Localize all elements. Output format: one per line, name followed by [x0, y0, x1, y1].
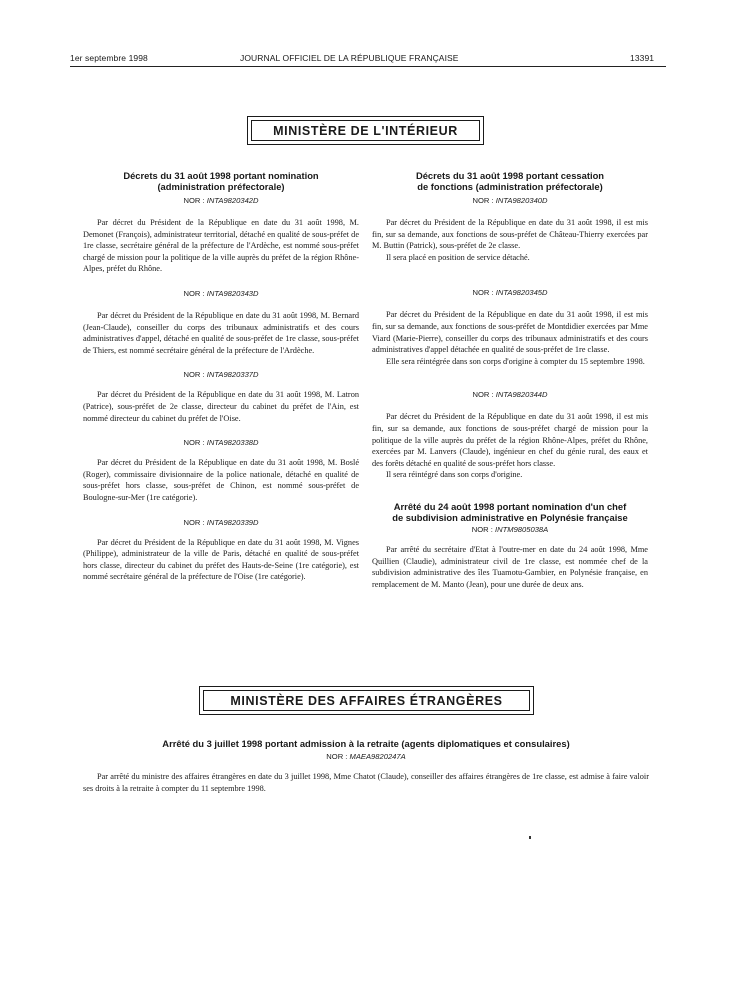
- nor-code: INTM9805038A: [495, 524, 549, 534]
- decree-text: Par décret du Président de la République en date du 31 août 1998, il est mis fin, sur sa demande, aux fonctions de sous-préfet de Montdidier exercées par Mme Viard (Marie-Pierre), conseiller du corps des tribunaux administratifs et des cours administratives d'appel détachée en qualité de sous-préfet de 1re classe.: [372, 310, 648, 355]
- left-section-title-1: Décrets du 31 août 1998 portant nomination: [123, 170, 319, 181]
- arrete-text: Par arrêté du secrétaire d'Etat à l'outre-mer en date du 24 août 1998, Mme Quillien (Claudie), administrateur civil de 1re classe, est nommée chef de la subdivision administrative des îles Tuamotu-Gambier, en Polynésie française, en remplacement de M. Manto (Jean), pour une durée de deux ans.: [372, 544, 648, 589]
- arrete-title-1: Arrêté du 24 août 1998 portant nomination d'un chef: [393, 500, 627, 512]
- foreign-arrete-text: Par arrêté du ministre des affaires étrangères en date du 3 juillet 1998, Mme Chatot (Claude), conseiller des affaires étrangères de 1re classe, est admise à faire valoir ses droits à la retraite à compter du 11 septembre 1998.: [83, 772, 649, 793]
- nor-line: [372, 288, 648, 298]
- nor-line: [83, 370, 359, 380]
- right-column: [372, 170, 648, 590]
- decree-note: Il sera réintégré dans son corps d'origine.: [386, 470, 523, 480]
- nor-code: INTA9820340D: [495, 196, 548, 205]
- nor-code: INTA9820343D: [206, 288, 259, 298]
- nor-label: NOR :: [183, 370, 205, 380]
- arrete-title-2: de subdivision administrative en Polynésie française: [392, 511, 628, 523]
- decree-text: Par décret du Président de la République en date du 31 août 1998, il est mis fin, sur sa demande, aux fonctions de sous-préfet chargé de mission pour la politique de la ville auprès du préfet de la région Rhône-Alpes, préfet du Rhône, exercées par M. Lanvers (Claude), ingénieur en chef du génie rural, des eaux et des forêts détaché en qualité de sous-préfet hors classe.: [372, 412, 648, 468]
- decree-text: Par décret du Président de la République en date du 31 août 1998, M. Boslé (Roger), commissaire divisionnaire de la police nationale, détaché en qualité de sous-préfet hors classe, sous-préfet de Chinon, est nommé sous-préfet de Boulogne-sur-Mer (1re catégorie).: [83, 458, 359, 502]
- nor-code: INTA9820344D: [495, 390, 548, 400]
- decree-note: Il sera placé en position de service détaché.: [386, 252, 530, 262]
- right-section-title-1: Décrets du 31 août 1998 portant cessation: [415, 170, 605, 181]
- nor-line: [83, 752, 649, 762]
- left-section-title-2: (administration préfectorale): [157, 181, 285, 192]
- right-section-title-2: de fonctions (administration préfectorale): [417, 181, 603, 192]
- decree-text: Par décret du Président de la République en date du 31 août 1998, M. Vignes (Philippe), administrateur de la ville de Paris, détaché en qualité de sous-préfet hors classe, directeur du cabinet du préfet des Hauts-de-Seine (1re catégorie), est nommé secrétaire général de la préfecture de l'Oise (1re catégorie).: [83, 537, 359, 582]
- nor-line: [372, 390, 648, 400]
- header-rule: [70, 66, 666, 67]
- foreign-arrete-title: Arrêté du 3 juillet 1998 portant admission à la retraite (agents diplomatiques et consulaires): [162, 738, 570, 749]
- nor-line: [83, 289, 359, 299]
- nor-label: NOR :: [326, 752, 348, 761]
- decree-text: Par décret du Président de la République en date du 31 août 1998, il est mis fin, sur sa demande, aux fonctions de sous-préfet de Château-Thierry exercées par M. Buttin (Patrick), sous-préfet de 2e classe.: [372, 218, 648, 251]
- stray-mark: [529, 836, 531, 839]
- nor-line: [372, 525, 648, 535]
- nor-code: INTA9820339D: [206, 517, 259, 527]
- nor-label: NOR :: [183, 517, 205, 527]
- nor-label: NOR :: [183, 438, 205, 448]
- nor-code: INTA9820342D: [206, 196, 259, 205]
- foreign-section: [83, 738, 649, 794]
- nor-line: [372, 196, 648, 206]
- nor-code: INTA9820337D: [206, 370, 259, 380]
- nor-label: NOR :: [183, 196, 205, 205]
- decree-text: Par décret du Président de la République en date du 31 août 1998, M. Latron (Patrice), sous-préfet de 2e classe, directeur du cabinet du préfet de l'Ain, est nommé directeur du cabinet du préfet de l'Oise.: [83, 390, 359, 423]
- nor-label: NOR :: [471, 524, 493, 534]
- nor-line: [83, 518, 359, 528]
- nor-code: MAEA9820247A: [349, 752, 406, 761]
- ministry-foreign-box: [199, 686, 534, 715]
- header-date: 1er septembre 1998: [70, 53, 148, 63]
- decree-text: Par décret du Président de la République en date du 31 août 1998, M. Demonet (François), administrateur territorial, détaché en qualité de sous-préfet de 1re classe, secrétaire général de la préfecture de l'Ardèche, est nommé sous-préfet chargé de mission pour la politique de la ville auprès du préfet de la région Rhône-Alpes, préfet du Rhône.: [83, 218, 359, 274]
- nor-code: INTA9820338D: [206, 438, 259, 448]
- decree-text: Par décret du Président de la République en date du 31 août 1998, M. Bernard (Jean-Claude), conseiller du corps des tribunaux administratifs et des cours administratives d'appel, détaché en qualité de sous-préfet de 1re classe, sous-préfet de Thiers, est nommé secrétaire général de la préfecture de l'Ardèche.: [83, 310, 359, 355]
- page-number: 13391: [630, 53, 655, 63]
- nor-label: NOR :: [472, 390, 494, 400]
- nor-label: NOR :: [183, 288, 205, 298]
- decree-note: Elle sera réintégrée dans son corps d'origine à compter du 15 septembre 1998.: [386, 356, 645, 366]
- ministry-foreign-title: MINISTÈRE DES AFFAIRES ÉTRANGÈRES: [203, 690, 530, 711]
- nor-line: [83, 438, 359, 448]
- journal-title: JOURNAL OFFICIEL DE LA RÉPUBLIQUE FRANÇAISE: [240, 53, 459, 63]
- ministry-interior-box: [247, 116, 484, 145]
- ministry-interior-title: MINISTÈRE DE L'INTÉRIEUR: [251, 120, 480, 141]
- nor-label: NOR :: [472, 196, 494, 205]
- nor-label: NOR :: [472, 288, 494, 298]
- nor-code: INTA9820345D: [495, 288, 548, 298]
- left-column: [83, 170, 359, 583]
- nor-line: [83, 196, 359, 206]
